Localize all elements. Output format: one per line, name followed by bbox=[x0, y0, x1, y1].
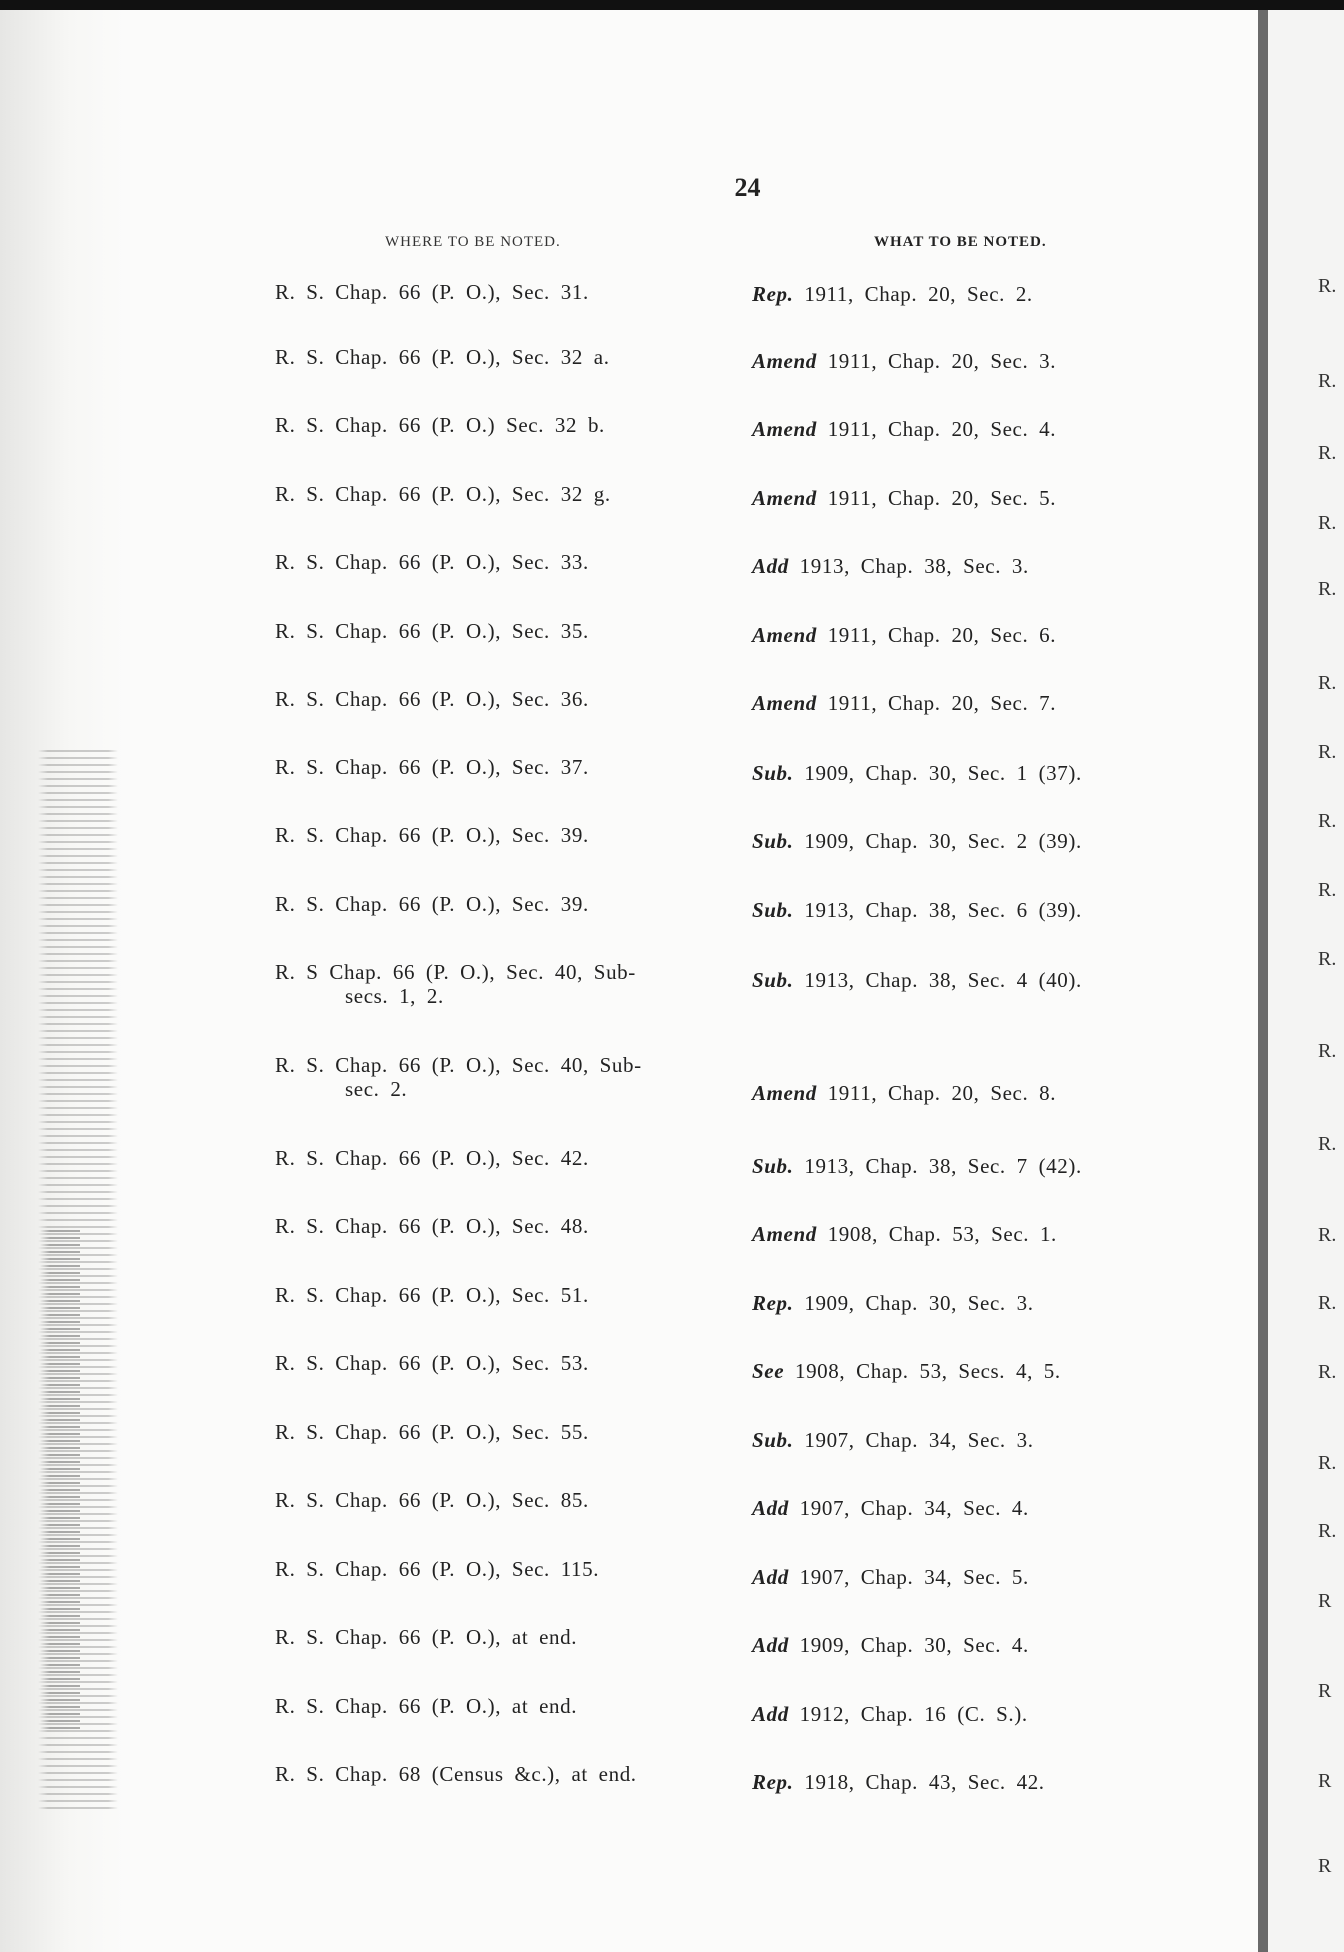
where-cell bbox=[275, 1762, 730, 1786]
where-cell bbox=[275, 619, 730, 643]
where-text: R. S. Chap. 66 (P. O.), Sec. 115. bbox=[275, 1557, 600, 1581]
what-cell bbox=[752, 691, 1192, 715]
where-cell bbox=[275, 1214, 730, 1238]
fore-edge-marks-dark bbox=[40, 1230, 80, 1730]
what-cell bbox=[752, 417, 1192, 441]
facing-page-letter: R. bbox=[1318, 1520, 1337, 1542]
facing-page-letter: R. bbox=[1318, 879, 1337, 901]
where-text: R. S. Chap. 66 (P. O.), Sec. 48. bbox=[275, 1214, 589, 1238]
what-cell bbox=[752, 898, 1192, 922]
where-text: R. S. Chap. 66 (P. O.), Sec. 32 a. bbox=[275, 345, 610, 369]
statute-reference: 1913, Chap. 38, Sec. 3. bbox=[799, 554, 1029, 578]
statute-reference: 1912, Chap. 16 (C. S.). bbox=[799, 1702, 1028, 1726]
where-text-continuation: secs. 1, 2. bbox=[345, 984, 444, 1008]
action-keyword: Sub. bbox=[752, 898, 794, 922]
statute-reference: 1911, Chap. 20, Sec. 7. bbox=[827, 691, 1057, 715]
where-text: R. S. Chap. 66 (P. O.), Sec. 31. bbox=[275, 280, 589, 304]
statute-reference: 1909, Chap. 30, Sec. 2 (39). bbox=[804, 829, 1082, 853]
action-keyword: Sub. bbox=[752, 829, 794, 853]
action-keyword: Sub. bbox=[752, 968, 794, 992]
where-cell bbox=[275, 345, 730, 369]
where-cell bbox=[275, 1283, 730, 1307]
what-cell bbox=[752, 1291, 1192, 1315]
facing-page-letter: R. bbox=[1318, 741, 1337, 763]
facing-page-letter: R. bbox=[1318, 275, 1337, 297]
what-cell bbox=[752, 1081, 1192, 1105]
action-keyword: See bbox=[752, 1359, 785, 1383]
action-keyword: Amend bbox=[752, 486, 817, 510]
what-cell bbox=[752, 1222, 1192, 1246]
facing-page-letter: R. bbox=[1318, 578, 1337, 600]
statute-reference: 1908, Chap. 53, Sec. 1. bbox=[827, 1222, 1057, 1246]
statute-reference: 1909, Chap. 30, Sec. 1 (37). bbox=[804, 761, 1082, 785]
action-keyword: Add bbox=[752, 1565, 789, 1589]
where-text: R. S. Chap. 66 (P. O.), at end. bbox=[275, 1625, 578, 1649]
facing-page-letter: R. bbox=[1318, 1133, 1337, 1155]
where-cell bbox=[275, 1694, 730, 1718]
where-cell bbox=[275, 1351, 730, 1375]
where-text-continuation: sec. 2. bbox=[345, 1077, 408, 1101]
where-cell bbox=[275, 1557, 730, 1581]
statute-reference: 1911, Chap. 20, Sec. 6. bbox=[827, 623, 1057, 647]
action-keyword: Amend bbox=[752, 1222, 817, 1246]
what-cell bbox=[752, 554, 1192, 578]
action-keyword: Add bbox=[752, 1633, 789, 1657]
where-cell bbox=[275, 1488, 730, 1512]
where-text: R. S. Chap. 66 (P. O.), at end. bbox=[275, 1694, 578, 1718]
statute-reference: 1907, Chap. 34, Sec. 5. bbox=[799, 1565, 1029, 1589]
facing-page-letter: R. bbox=[1318, 948, 1337, 970]
facing-page-letter: R. bbox=[1318, 370, 1337, 392]
where-text: R. S. Chap. 66 (P. O.) Sec. 32 b. bbox=[275, 413, 605, 437]
where-text: R. S. Chap. 66 (P. O.), Sec. 42. bbox=[275, 1146, 589, 1170]
where-text: R. S. Chap. 68 (Census &c.), at end. bbox=[275, 1762, 637, 1786]
facing-page-letter: R. bbox=[1318, 1040, 1337, 1062]
where-cell bbox=[275, 413, 730, 437]
statute-reference: 1911, Chap. 20, Sec. 4. bbox=[827, 417, 1057, 441]
where-cell bbox=[275, 280, 730, 304]
facing-page-letter: R. bbox=[1318, 1224, 1337, 1246]
where-cell bbox=[275, 1420, 730, 1444]
where-cell bbox=[275, 892, 730, 916]
action-keyword: Add bbox=[752, 1496, 789, 1520]
what-column-header: WHAT TO BE NOTED. bbox=[874, 234, 1047, 250]
where-text: R. S. Chap. 66 (P. O.), Sec. 32 g. bbox=[275, 482, 611, 506]
facing-page-letter: R bbox=[1318, 1680, 1332, 1702]
statute-reference: 1907, Chap. 34, Sec. 3. bbox=[804, 1428, 1034, 1452]
statute-reference: 1918, Chap. 43, Sec. 42. bbox=[804, 1770, 1045, 1794]
facing-page-letter: R. bbox=[1318, 810, 1337, 832]
scan-top-border bbox=[0, 0, 1344, 10]
what-cell bbox=[752, 1633, 1192, 1657]
facing-page-letter: R. bbox=[1318, 1452, 1337, 1474]
statute-reference: 1911, Chap. 20, Sec. 5. bbox=[827, 486, 1057, 510]
facing-page-letter: R. bbox=[1318, 1292, 1337, 1314]
action-keyword: Amend bbox=[752, 1081, 817, 1105]
where-text: R. S. Chap. 66 (P. O.), Sec. 85. bbox=[275, 1488, 589, 1512]
where-text: R. S. Chap. 66 (P. O.), Sec. 40, Sub- bbox=[275, 1053, 642, 1077]
where-text: R. S. Chap. 66 (P. O.), Sec. 36. bbox=[275, 687, 589, 711]
page-number: 24 bbox=[734, 173, 761, 202]
facing-page-letter: R. bbox=[1318, 442, 1337, 464]
statute-reference: 1913, Chap. 38, Sec. 4 (40). bbox=[804, 968, 1082, 992]
action-keyword: Sub. bbox=[752, 1428, 794, 1452]
where-cell bbox=[275, 1146, 730, 1170]
what-cell bbox=[752, 829, 1192, 853]
facing-page-edge bbox=[1258, 10, 1344, 1952]
statute-reference: 1911, Chap. 20, Sec. 8. bbox=[827, 1081, 1057, 1105]
action-keyword: Amend bbox=[752, 691, 817, 715]
what-cell bbox=[752, 1565, 1192, 1589]
statute-reference: 1911, Chap. 20, Sec. 3. bbox=[827, 349, 1057, 373]
what-cell bbox=[752, 1702, 1192, 1726]
facing-page-letter: R bbox=[1318, 1855, 1332, 1877]
statute-reference: 1909, Chap. 30, Sec. 4. bbox=[799, 1633, 1029, 1657]
action-keyword: Add bbox=[752, 554, 789, 578]
facing-page-letter: R. bbox=[1318, 1361, 1337, 1383]
what-cell bbox=[752, 1496, 1192, 1520]
where-text: R. S. Chap. 66 (P. O.), Sec. 37. bbox=[275, 755, 589, 779]
what-cell bbox=[752, 1359, 1192, 1383]
facing-page-letter: R. bbox=[1318, 672, 1337, 694]
where-text: R. S. Chap. 66 (P. O.), Sec. 33. bbox=[275, 550, 589, 574]
where-column-header: WHERE TO BE NOTED. bbox=[385, 234, 561, 250]
where-cell bbox=[275, 482, 730, 506]
action-keyword: Amend bbox=[752, 349, 817, 373]
where-text: R. S. Chap. 66 (P. O.), Sec. 35. bbox=[275, 619, 589, 643]
what-cell bbox=[752, 761, 1192, 785]
what-cell bbox=[752, 968, 1192, 992]
what-cell bbox=[752, 1428, 1192, 1452]
where-cell bbox=[275, 687, 730, 711]
action-keyword: Amend bbox=[752, 623, 817, 647]
action-keyword: Amend bbox=[752, 417, 817, 441]
facing-page-letter: R bbox=[1318, 1590, 1332, 1612]
where-cell bbox=[275, 755, 730, 779]
action-keyword: Add bbox=[752, 1702, 789, 1726]
what-cell bbox=[752, 1770, 1192, 1794]
statute-reference: 1909, Chap. 30, Sec. 3. bbox=[804, 1291, 1034, 1315]
what-cell bbox=[752, 623, 1192, 647]
facing-page-letter: R bbox=[1318, 1770, 1332, 1792]
action-keyword: Rep. bbox=[752, 282, 794, 306]
statute-reference: 1911, Chap. 20, Sec. 2. bbox=[804, 282, 1033, 306]
statute-reference: 1908, Chap. 53, Secs. 4, 5. bbox=[794, 1359, 1061, 1383]
statute-reference: 1913, Chap. 38, Sec. 6 (39). bbox=[804, 898, 1082, 922]
statute-reference: 1907, Chap. 34, Sec. 4. bbox=[799, 1496, 1029, 1520]
action-keyword: Sub. bbox=[752, 761, 794, 785]
document-page bbox=[0, 10, 1258, 1952]
where-text: R. S. Chap. 66 (P. O.), Sec. 51. bbox=[275, 1283, 589, 1307]
where-cell bbox=[275, 960, 730, 1008]
where-text: R. S. Chap. 66 (P. O.), Sec. 39. bbox=[275, 823, 589, 847]
where-cell bbox=[275, 550, 730, 574]
action-keyword: Sub. bbox=[752, 1154, 794, 1178]
what-cell bbox=[752, 486, 1192, 510]
where-cell bbox=[275, 823, 730, 847]
where-cell bbox=[275, 1625, 730, 1649]
facing-page-letter: R. bbox=[1318, 512, 1337, 534]
action-keyword: Rep. bbox=[752, 1291, 794, 1315]
what-cell bbox=[752, 349, 1192, 373]
where-text: R. S. Chap. 66 (P. O.), Sec. 53. bbox=[275, 1351, 589, 1375]
statute-reference: 1913, Chap. 38, Sec. 7 (42). bbox=[804, 1154, 1082, 1178]
what-cell bbox=[752, 1154, 1192, 1178]
what-cell bbox=[752, 282, 1192, 306]
action-keyword: Rep. bbox=[752, 1770, 794, 1794]
where-text: R. S Chap. 66 (P. O.), Sec. 40, Sub- bbox=[275, 960, 636, 984]
where-text: R. S. Chap. 66 (P. O.), Sec. 55. bbox=[275, 1420, 589, 1444]
where-cell bbox=[275, 1053, 730, 1101]
where-text: R. S. Chap. 66 (P. O.), Sec. 39. bbox=[275, 892, 589, 916]
